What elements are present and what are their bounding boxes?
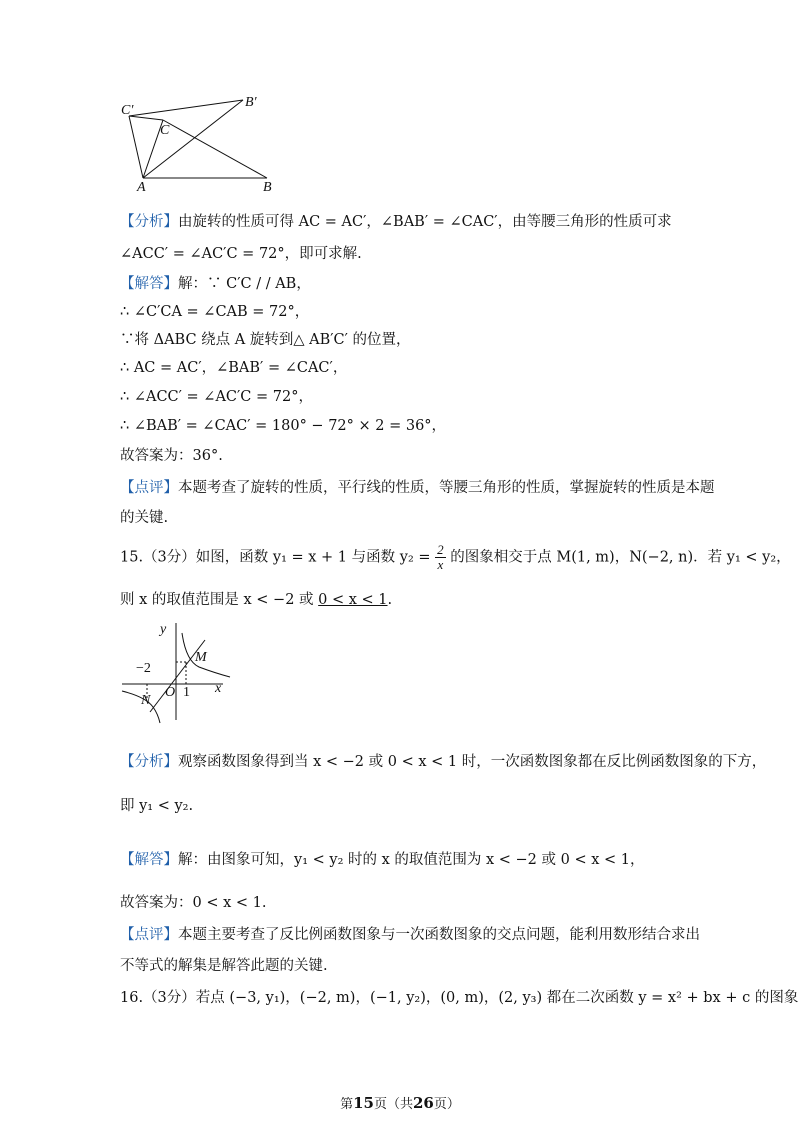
footer-mid: 页（共 — [373, 1097, 413, 1112]
analysis-2-text: 观察函数图象得到当 x < −2 或 0 < x < 1 时，一次函数图象都在反比例函数图象的下方， — [178, 754, 767, 770]
footer-post: 页） — [433, 1097, 460, 1112]
comment-2-line-1 — [120, 925, 700, 945]
question-15-line-2 — [120, 590, 392, 610]
question-16-line-1: 16.（3分）若点 (−3, y₁)，(−2, m)，(−1, y₂)，(0, m)，(2, y₃) 都在二次函数 y = x² + bx + c 的图象 — [120, 990, 799, 1006]
solution-1-line-1 — [120, 274, 311, 294]
question-15-part-2: 的图象相交于点 M(1, m)，N(−2, n)．若 y₁ < y₂， — [450, 549, 791, 566]
solution-1-step-4: ∴ AC = AC′，∠BAB′ = ∠CAC′， — [120, 360, 348, 376]
label-C: C — [160, 123, 170, 138]
fraction-numerator: 2 — [437, 542, 444, 557]
solution-1-step-3: ∵将 ΔABC 绕点 A 旋转到△ AB′C′ 的位置， — [120, 332, 411, 348]
label-N: N — [141, 693, 151, 708]
label-M: M — [195, 650, 207, 665]
fraction-2-over-x — [435, 543, 446, 572]
function-graph-figure — [120, 615, 240, 725]
question-15-part-1: 15.（3分）如图，函数 y₁ = x + 1 与函数 y₂ = — [120, 549, 431, 566]
comment-tag: 【点评】 — [120, 480, 178, 496]
footer-page-number: 15 — [353, 1094, 374, 1112]
triangle-rotation-figure — [115, 92, 295, 196]
analysis-1-text: 由旋转的性质可得 AC = AC′，∠BAB′ = ∠CAC′，由等腰三角形的性质可求 — [178, 214, 672, 230]
segment-CB — [163, 120, 267, 178]
question-15-end: . — [387, 592, 393, 608]
footer-pre: 第 — [340, 1097, 354, 1112]
solution-1-step-6: ∴ ∠BAB′ = ∠CAC′ = 180° − 72° × 2 = 36°， — [120, 418, 447, 434]
solution-1-step-2: ∴ ∠C′CA = ∠CAB = 72°， — [120, 304, 310, 320]
label-x: x — [215, 681, 222, 696]
analysis-2-line-2: 即 y₁ < y₂. — [120, 798, 194, 814]
label-minus2: −2 — [136, 661, 151, 676]
label-A: A — [137, 180, 146, 195]
solution-tag: 【解答】 — [120, 276, 178, 292]
label-C-prime: C′ — [121, 103, 134, 118]
footer-total-pages: 26 — [413, 1094, 434, 1112]
label-O: O — [165, 685, 176, 700]
solution-2-answer: 故答案为：0 < x < 1. — [120, 895, 267, 911]
fraction-denominator: x — [437, 557, 444, 572]
label-one: 1 — [183, 685, 190, 700]
solution-1-step-5: ∴ ∠ACC′ = ∠AC′C = 72°， — [120, 389, 313, 405]
segment-AC-prime — [129, 116, 143, 178]
analysis-tag: 【分析】 — [120, 754, 178, 770]
comment-1-text: 本题考查了旋转的性质，平行线的性质，等腰三角形的性质，掌握旋转的性质是本题 — [178, 480, 715, 496]
question-15-line-2-text: 则 x 的取值范围是 x < −2 或 — [120, 592, 314, 608]
analysis-1-line-1 — [120, 212, 672, 232]
comment-tag: 【点评】 — [120, 927, 178, 943]
solution-2-line-1 — [120, 850, 645, 870]
analysis-tag: 【分析】 — [120, 214, 178, 230]
answer-blank: 0 < x < 1 — [318, 592, 388, 608]
page-footer — [0, 1093, 800, 1112]
analysis-1-line-2: ∠ACC′ = ∠AC′C = 72°，即可求解. — [120, 246, 362, 262]
solution-tag: 【解答】 — [120, 852, 178, 868]
solution-2-text: 解：由图象可知，y₁ < y₂ 时的 x 的取值范围为 x < −2 或 0 < x < 1， — [178, 852, 645, 868]
label-y: y — [160, 622, 167, 637]
label-B-prime: B′ — [245, 95, 257, 110]
segment-C-prime-C — [129, 116, 163, 120]
solution-1-answer: 故答案为：36°. — [120, 448, 223, 464]
comment-1-line-1 — [120, 478, 715, 498]
question-15-line-1 — [120, 543, 791, 572]
analysis-2-line-1 — [120, 752, 766, 772]
comment-1-line-2: 的关键. — [120, 510, 169, 526]
comment-2-text: 本题主要考查了反比例函数图象与一次函数图象的交点问题，能利用数形结合求出 — [178, 927, 700, 943]
label-B: B — [263, 180, 272, 195]
comment-2-line-2: 不等式的解集是解答此题的关键. — [120, 958, 328, 974]
solution-1-step-1: 解：∵ C′C / / AB， — [178, 276, 311, 292]
